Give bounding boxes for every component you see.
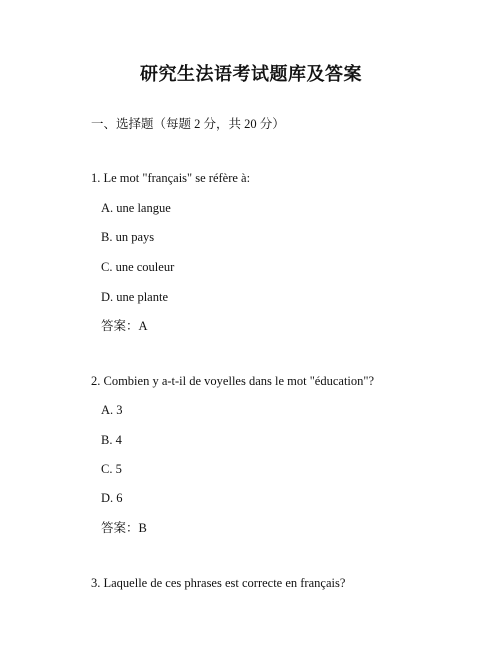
question-1-answer: 答案：A [101, 319, 148, 333]
section-heading: 一、选择题（每题 2 分，共 20 分） [91, 117, 285, 131]
question-1-option-d: D. une plante [101, 290, 168, 304]
question-2-text: 2. Combien y a-t-il de voyelles dans le mot "éducation"? [91, 374, 375, 388]
question-2-option-c: C. 5 [101, 462, 122, 476]
question-1-option-b: B. un pays [101, 230, 155, 244]
question-1-option-c: C. une couleur [101, 260, 175, 274]
question-1-option-a: A. une langue [101, 201, 171, 215]
question-2-option-d: D. 6 [101, 491, 123, 505]
question-2-answer: 答案：B [101, 521, 147, 535]
question-2-option-b: B. 4 [101, 433, 122, 447]
question-1-text: 1. Le mot "français" se réfère à: [91, 171, 251, 185]
question-3-text: 3. Laquelle de ces phrases est correcte en français? [91, 576, 346, 590]
document-title: 研究生法语考试题库及答案 [140, 64, 362, 85]
question-2-option-a: A. 3 [101, 403, 123, 417]
